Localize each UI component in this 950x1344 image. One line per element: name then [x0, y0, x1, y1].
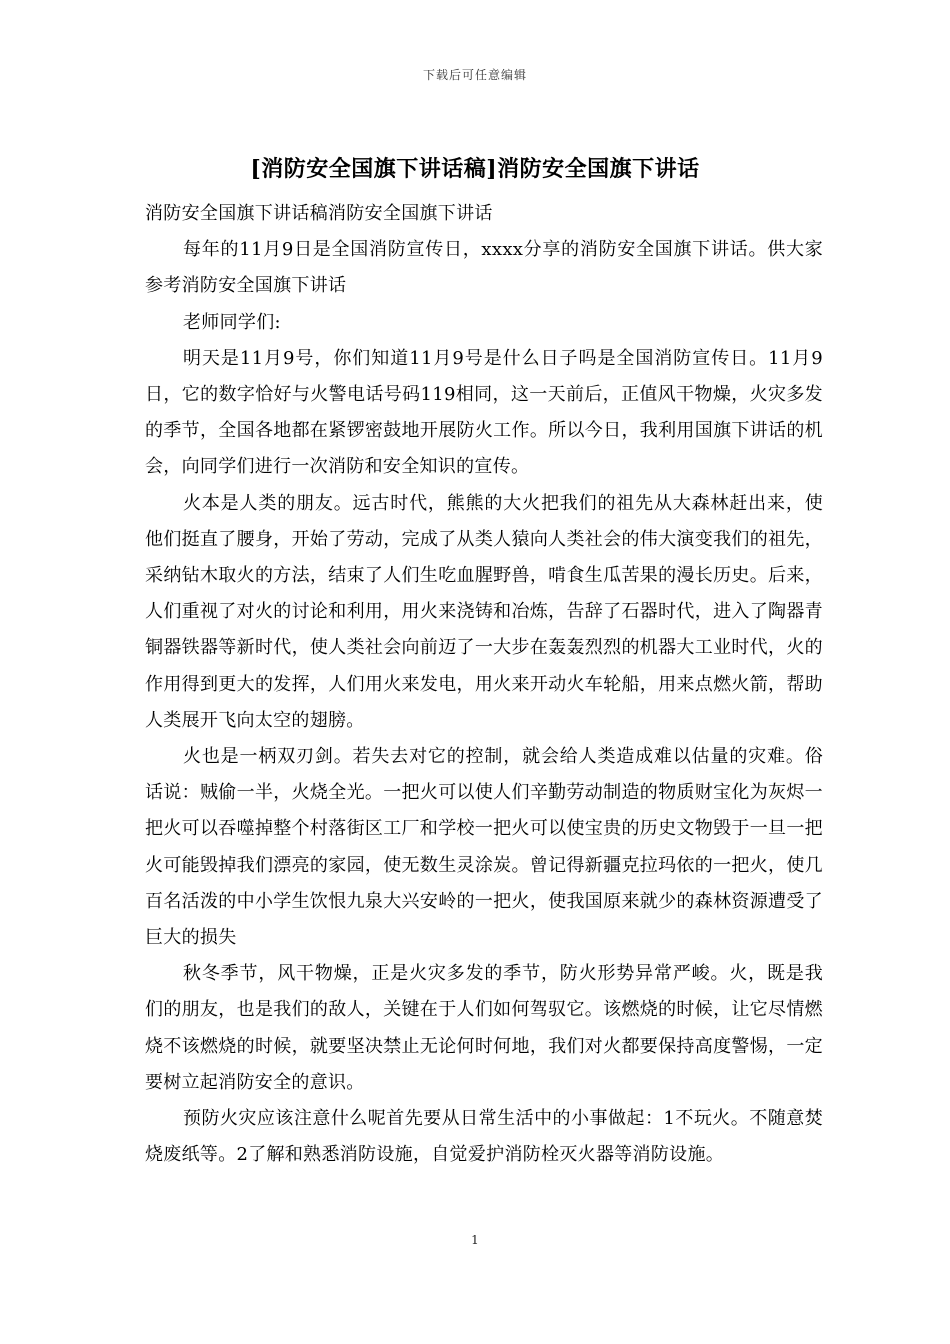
- body-paragraph: 秋冬季节，风干物燥，正是火灾多发的季节，防火形势异常严峻。火，既是我们的朋友，也是我们的敌人，关键在于人们如何驾驭它。该燃烧的时候，让它尽情燃烧不该燃烧的时候，就要坚决禁止无论何时何地，我们对火都要保持高度警惕，一定要树立起消防安全的意识。: [145, 963, 823, 1093]
- intro-paragraph: 每年的11月9日是全国消防宣传日，xxxx分享的消防安全国旗下讲话。供大家参考消防安全国旗下讲话: [145, 239, 823, 297]
- body-paragraph: 明天是11月9号，你们知道11月9号是什么日子吗是全国消防宣传日。11月9日，它的数字恰好与火警电话号码119相同，这一天前后，正值风干物燥，火灾多发的季节，全国各地都在紧锣密鼓地开展防火工作。所以今日，我利用国旗下讲话的机会，向同学们进行一次消防和安全知识的宣传。: [145, 347, 823, 478]
- body-paragraph: 预防火灾应该注意什么呢首先要从日常生活中的小事做起：1不玩火。不随意焚烧废纸等。2了解和熟悉消防设施，自觉爱护消防栓灭火器等消防设施。: [145, 1108, 823, 1166]
- subtitle-line: 消防安全国旗下讲话稿消防安全国旗下讲话: [145, 203, 493, 224]
- page-number: 1: [471, 1233, 479, 1247]
- document-title: [消防安全国旗下讲话稿]消防安全国旗下讲话: [250, 156, 700, 182]
- body-paragraph: 火本是人类的朋友。远古时代，熊熊的大火把我们的祖先从大森林赶出来，使他们挺直了腰身，开始了劳动，完成了从类人猿向人类社会的伟大演变我们的祖先，采纳钻木取火的方法，结束了人们生吃血腥野兽，啃食生瓜苦果的漫长历史。后来，人们重视了对火的讨论和利用，用火来浇铸和冶炼，告辞了石器时代，进入了陶器青铜器铁器等新时代，使人类社会向前迈了一大步在轰轰烈烈的机器大工业时代，火的作用得到更大的发挥，人们用火来发电，用火来开动火车轮船，用来点燃火箭，帮助人类展开飞向太空的翅膀。: [145, 492, 823, 731]
- document-body: [145, 196, 823, 1173]
- greeting-paragraph: 老师同学们:: [183, 311, 281, 333]
- header-note: 下载后可任意编辑: [422, 68, 527, 82]
- body-paragraph: 火也是一柄双刃剑。若失去对它的控制，就会给人类造成难以估量的灾难。俗话说：贼偷一半，火烧全光。一把火可以使人们辛勤劳动制造的物质财宝化为灰烬一把火可以吞噬掉整个村落街区工厂和学校一把火可以使宝贵的历史文物毁于一旦一把火可能毁掉我们漂亮的家园，使无数生灵涂炭。曾记得新疆克拉玛依的一把火，使几百名活泼的中小学生饮恨九泉大兴安岭的一把火，使我国原来就少的森林资源遭受了巨大的损失: [145, 746, 823, 949]
